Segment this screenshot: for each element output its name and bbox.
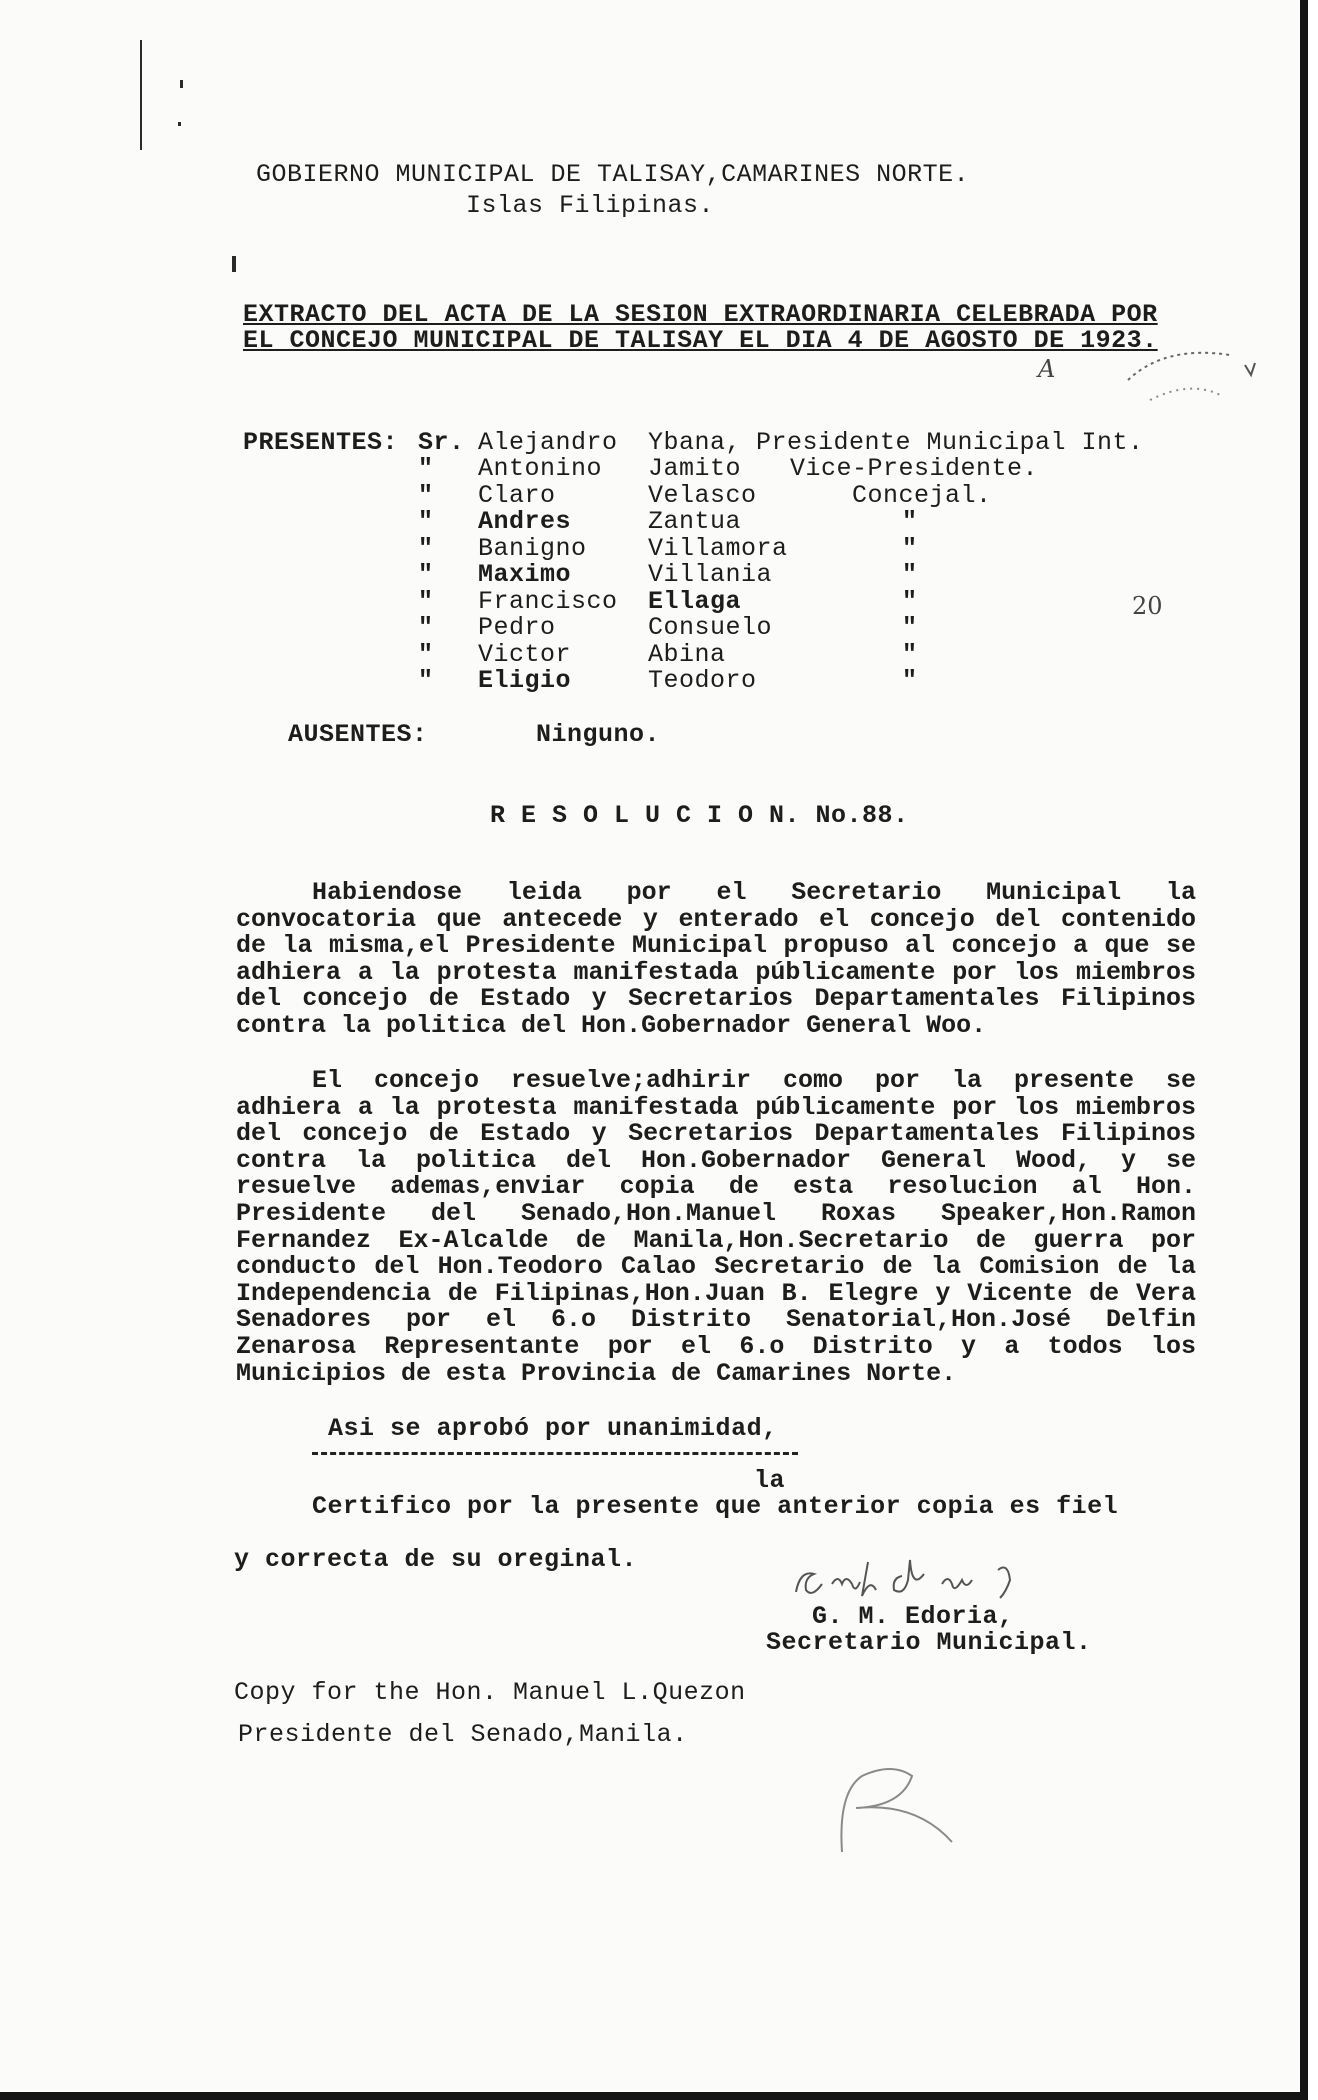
member-prefix: " <box>418 587 434 616</box>
member-first-name: Pedro <box>478 613 556 642</box>
approval-rule <box>312 1452 798 1455</box>
resolution-paragraph-1: Habiendose leida por el Secretario Municipal la convocatoria que antecede y enterado el concejo del contenido de la misma,el Presidente Municipal propuso al concejo a que se adhiera a la protesta manifestada públicamente por los miembros del concejo de Estado y Secretarios Departamentales Filipinos contra la politica del Hon.Gobernador General Woo. <box>236 878 1196 1040</box>
member-prefix: " <box>418 454 434 483</box>
member-first-name: Banigno <box>478 534 587 563</box>
member-role: Vice-Presidente. <box>790 454 1039 483</box>
member-role: " <box>902 640 918 669</box>
title-line-1: EXTRACTO DEL ACTA DE LA SESION EXTRAORDINARIA CELEBRADA POR <box>243 300 1158 329</box>
resolution-heading: R E S O L U C I O N. No.88. <box>490 801 909 830</box>
copy-note-line-2: Presidente del Senado,Manila. <box>238 1720 688 1749</box>
margin-mark <box>232 256 236 272</box>
member-last-name: Consuelo <box>648 613 773 642</box>
certification-line-1: Certifico por la presente que anterior copia es fiel <box>312 1492 1119 1521</box>
member-last-name: Villamora <box>648 534 788 563</box>
title-line-2: EL CONCEJO MUNICIPAL DE TALISAY EL DIA 4 DE AGOSTO DE 1923. <box>243 326 1158 355</box>
member-role: " <box>902 666 918 695</box>
margin-mark <box>140 40 142 150</box>
signature-title: Secretario Municipal. <box>766 1628 1092 1657</box>
member-last-name: Villania <box>648 560 773 589</box>
margin-mark <box>178 122 181 126</box>
member-first-name: Eligio <box>478 666 572 695</box>
presentes-label: PRESENTES: <box>243 428 399 457</box>
member-prefix: " <box>418 507 434 536</box>
member-last-name: Abina <box>648 640 726 669</box>
member-first-name: Andres <box>478 507 572 536</box>
member-last-name: Teodoro <box>648 666 757 695</box>
pencil-mark <box>822 1752 982 1862</box>
member-prefix: Sr. <box>418 428 465 457</box>
member-first-name: Antonino <box>478 454 603 483</box>
certification-line-2: y correcta de su oreginal. <box>234 1545 638 1574</box>
approval-line: Asi se aprobó por unanimidad, <box>328 1414 778 1443</box>
certification-insert: la <box>754 1466 786 1495</box>
stamp-mark <box>1120 340 1260 420</box>
member-first-name: Alejandro <box>478 428 618 457</box>
member-first-name: Maximo <box>478 560 572 589</box>
ausentes-value: Ninguno. <box>536 720 661 749</box>
member-last-name: Jamito <box>648 454 742 483</box>
header-line-2: Islas Filipinas. <box>466 191 715 220</box>
member-role: " <box>902 534 918 563</box>
member-prefix: " <box>418 560 434 589</box>
member-prefix: " <box>418 640 434 669</box>
member-last-name: Ybana, <box>648 428 742 457</box>
copy-note-line-1: Copy for the Hon. Manuel L.Quezon <box>234 1678 746 1707</box>
member-role: Presidente Municipal Int. <box>756 428 1144 457</box>
handwritten-mark-a: A <box>1038 355 1056 383</box>
member-role: " <box>902 587 918 616</box>
member-role: " <box>902 613 918 642</box>
member-last-name: Ellaga <box>648 587 742 616</box>
member-prefix: " <box>418 481 434 510</box>
member-last-name: Velasco <box>648 481 757 510</box>
member-prefix: " <box>418 534 434 563</box>
margin-mark <box>180 80 183 88</box>
signature-name: G. M. Edoria, <box>812 1602 1014 1631</box>
member-first-name: Claro <box>478 481 556 510</box>
member-role: Concejal. <box>852 481 992 510</box>
header-line-1: GOBIERNO MUNICIPAL DE TALISAY,CAMARINES NORTE. <box>256 160 970 189</box>
member-last-name: Zantua <box>648 507 742 536</box>
member-prefix: " <box>418 666 434 695</box>
member-role: " <box>902 560 918 589</box>
member-role: " <box>902 507 918 536</box>
page-number: 20 <box>1132 592 1163 620</box>
member-prefix: " <box>418 613 434 642</box>
member-first-name: Francisco <box>478 587 618 616</box>
member-first-name: Victor <box>478 640 572 669</box>
resolution-paragraph-2: El concejo resuelve;adhirir como por la presente se adhiera a la protesta manifestada públicamente por los miembros del concejo de Estado y Secretarios Departamentales Filipinos contra la politica del Hon.Gobernador General Wood, y se resuelve ademas,enviar copia de esta resolucion al Hon. Presidente del Senado,Hon.Manuel Roxas Speaker,Hon.Ramon Fernandez Ex-Alcalde de Manila,Hon.Secretario de guerra por conducto del Hon.Teodoro Calao Secretario de la Comision de la Independencia de Filipinas,Hon.Juan B. Elegre y Vicente de Vera Senadores por el 6.o Distrito Senatorial,Hon.José Delfin Zenarosa Representante por el 6.o Distrito y a todos los Municipios de esta Provincia de Camarines Norte. <box>236 1066 1196 1388</box>
ausentes-label: AUSENTES: <box>288 720 428 749</box>
